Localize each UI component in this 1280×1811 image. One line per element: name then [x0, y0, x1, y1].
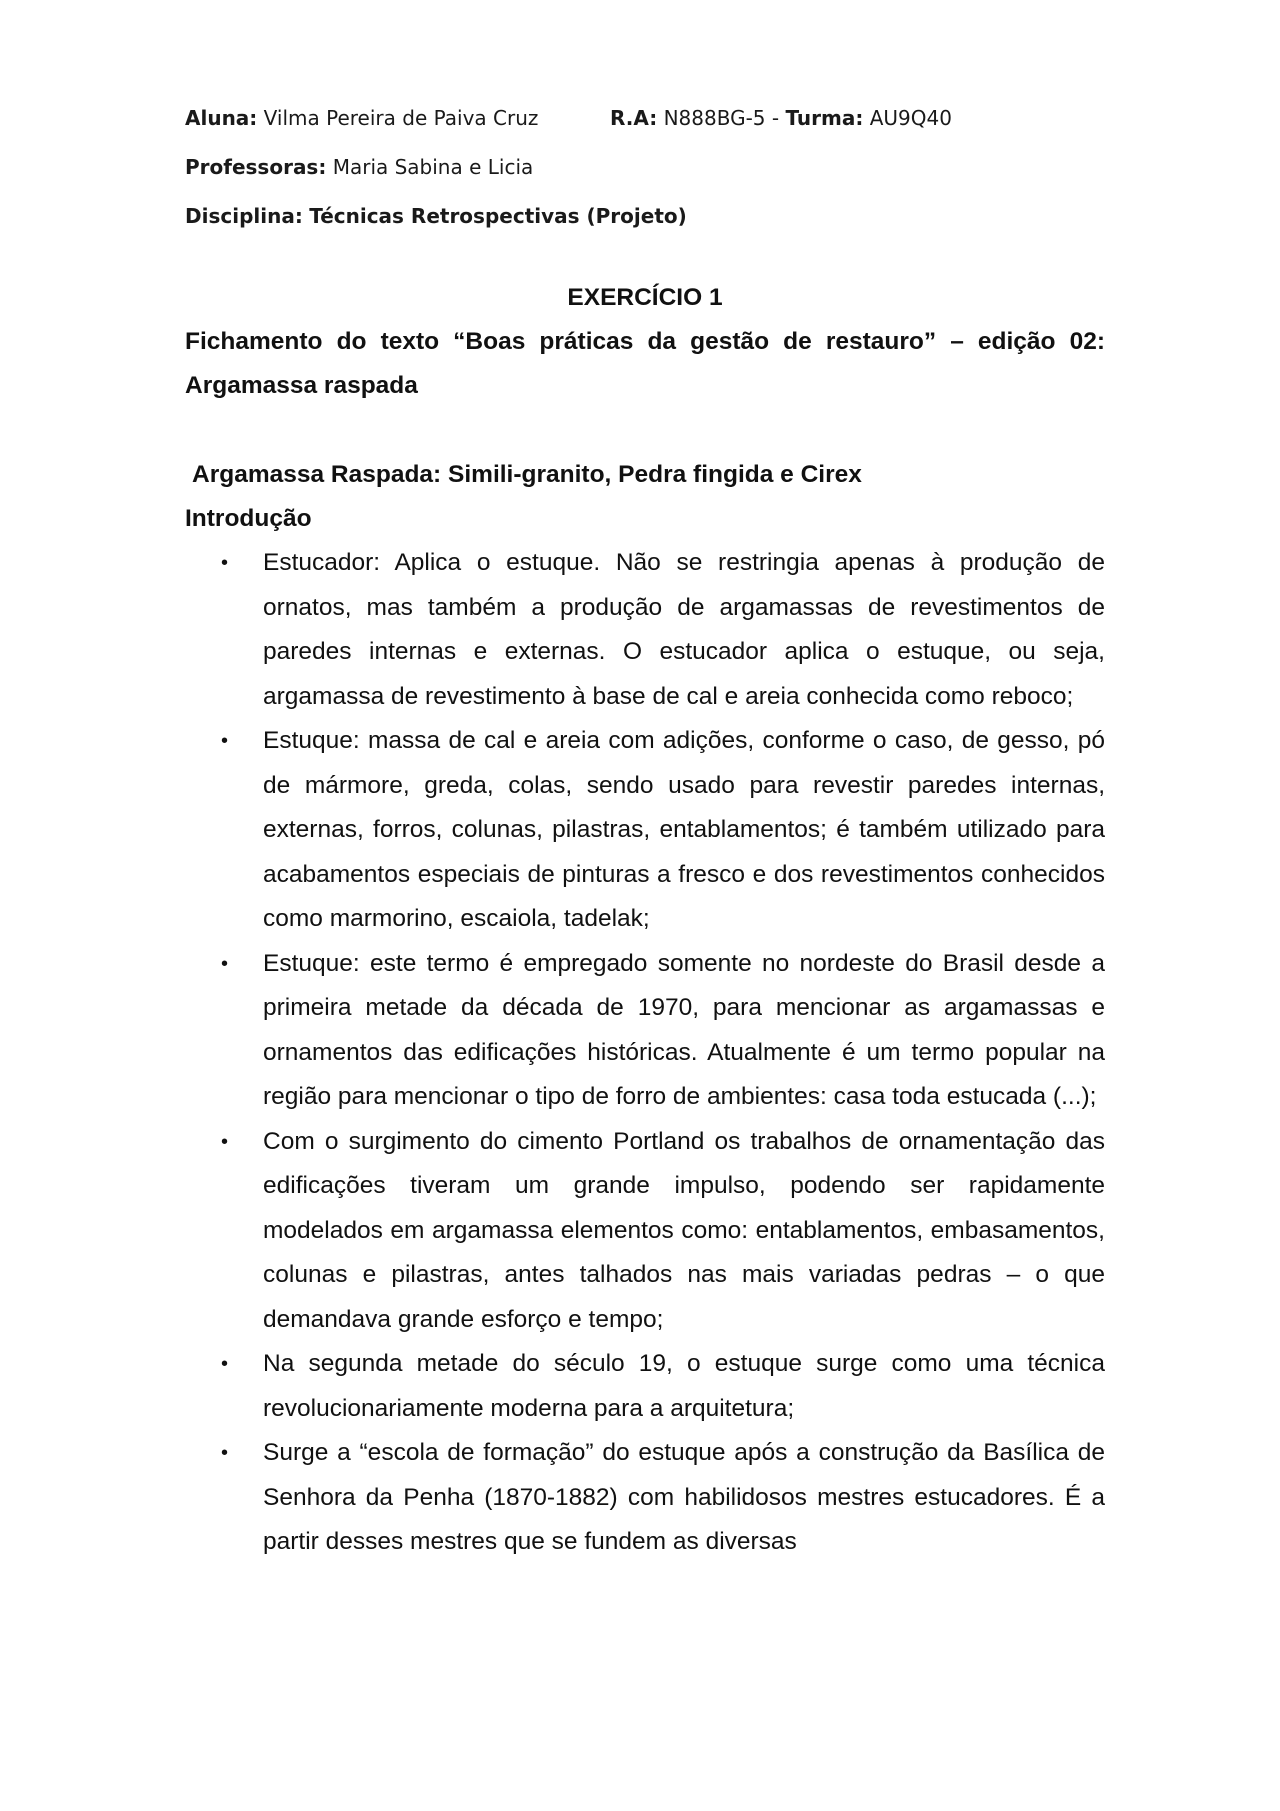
bullet-icon: • [221, 1353, 229, 1375]
list-item [185, 942, 1105, 1120]
list-item [185, 1431, 1105, 1565]
file-title: Fichamento do texto “Boas práticas da gestão de restauro” – edição 02: Argamassa raspada [185, 328, 1105, 399]
bullet-icon: • [221, 1442, 229, 1464]
exercise-title: EXERCÍCIO 1 [567, 284, 723, 311]
section-title: Argamassa Raspada: Simili-granito, Pedra fingida e Cirex [192, 461, 862, 488]
student-name: Vilma Pereira de Paiva Cruz [263, 106, 539, 130]
bullet-icon: • [221, 1130, 229, 1153]
list-item-text: Estuque: massa de cal e areia com adições, conforme o caso, de gesso, pó de mármore, greda, colas, sendo usado para revestir paredes internas, externas, forros, colunas, pilastras, entablamentos; é também utilizado para acabamentos especiais de pinturas a fresco e dos revestimentos conhecidos como marmorino, escaiola, tadelak; [263, 727, 1105, 932]
document-body [185, 276, 1105, 1565]
ra-value: N888BG-5 - [663, 106, 780, 130]
class-value: AU9Q40 [869, 106, 952, 130]
bullet-list [185, 541, 1105, 1565]
list-item [185, 541, 1105, 719]
class-label: Turma: [785, 106, 864, 130]
list-item [185, 1342, 1105, 1431]
list-item [185, 719, 1105, 942]
list-item-text: Com o surgimento do cimento Portland os trabalhos de ornamentação das edificações tiveram um grande impulso, podendo ser rapidamente modelados em argamassa elementos como: entablamentos, embasamentos, colunas e pilastras, antes talhados nas mais variadas pedras – o que demandava grande esforço e tempo; [263, 1127, 1105, 1333]
teachers-value: Maria Sabina e Licia [332, 155, 534, 179]
list-item-text: Na segunda metade do século 19, o estuque surge como uma técnica revolucionariamente moderna para a arquitetura; [263, 1350, 1105, 1422]
student-line [185, 103, 1105, 152]
discipline-value: Técnicas Retrospectivas (Projeto) [309, 204, 687, 228]
ra-block [610, 103, 952, 133]
list-item-text: Estuque: este termo é empregado somente no nordeste do Brasil desde a primeira metade da década de 1970, para mencionar as argamassas e ornamentos das edificações históricas. Atualmente é um termo popular na região para mencionar o tipo de forro de ambientes: casa toda estucada (...); [263, 949, 1105, 1110]
list-item-text: Surge a “escola de formação” do estuque após a construção da Basílica de Senhora da Penha (1870-1882) com habilidosos mestres estucadores. É a partir desses mestres que se fundem as diversas [263, 1439, 1105, 1555]
bullet-icon: • [221, 552, 229, 574]
list-item-text: Estucador: Aplica o estuque. Não se restringia apenas à produção de ornatos, mas também a produção de argamassas de revestimentos de paredes internas e externas. O estucador aplica o estuque, ou seja, argamassa de revestimento à base de cal e areia conhecida como reboco; [263, 549, 1105, 710]
bullet-icon: • [221, 730, 229, 752]
teachers-label: Professoras: [185, 155, 327, 179]
ra-label: R.A: [610, 106, 658, 130]
document-header [185, 103, 1105, 250]
teachers-line [185, 152, 1105, 201]
subsection-title: Introdução [185, 505, 312, 532]
list-item [185, 1120, 1105, 1343]
student-label: Aluna: [185, 106, 258, 130]
discipline-line [185, 201, 1105, 250]
bullet-icon: • [221, 952, 229, 975]
discipline-label: Disciplina: [185, 204, 303, 228]
